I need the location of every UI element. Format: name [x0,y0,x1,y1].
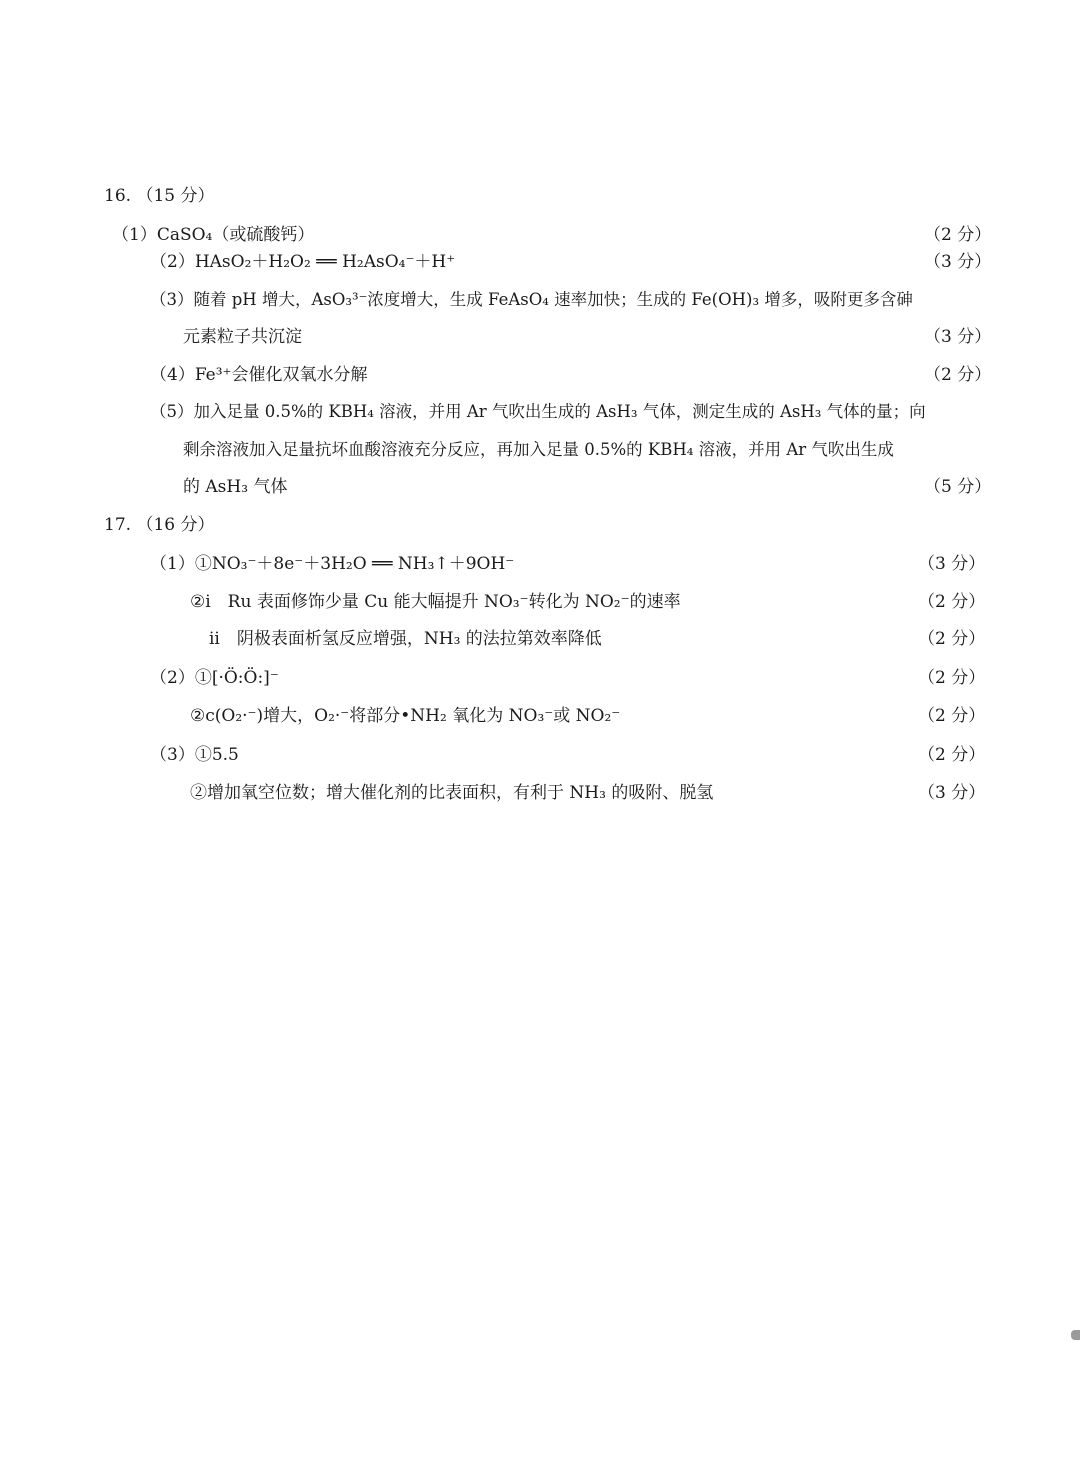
q17-part1-sub2-ii-score: （2 分） [918,629,986,649]
q16-part5-line2: 剩余溶液加入足量抗坏血酸溶液充分反应，再加入足量 0.5%的 KBH₄ 溶液，并用 Ar 气吹出生成 [183,440,894,459]
q16-part3-line2: 元素粒子共沉淀 [183,327,302,347]
q17-part3-sub1: （3）①5.5 [150,745,239,765]
q16-part4-score: （2 分） [924,365,992,385]
q17-part2-sub1-score: （2 分） [918,668,986,688]
q16-part3-score: （3 分） [924,327,992,347]
q16-part5-line3: 的 AsH₃ 气体 [183,477,288,497]
q17-part1-sub2-i: ②i Ru 表面修饰少量 Cu 能大幅提升 NO₃⁻转化为 NO₂⁻的速率 [190,592,681,612]
q16-part4: （4）Fe³⁺会催化双氧水分解 [150,365,368,385]
q17-part1-sub1-score: （3 分） [918,554,986,574]
q16-part2: （2）HAsO₂＋H₂O₂ ══ H₂AsO₄⁻＋H⁺ [150,252,456,272]
q16-part1-score: （2 分） [924,225,992,245]
q16-header: 16. （15 分） [104,186,215,206]
q16-part2-score: （3 分） [924,252,992,272]
q17-part2-sub1: （2）①[·Ö:Ö:]⁻ [150,668,279,688]
q17-part2-sub2-score: （2 分） [918,706,986,726]
q17-part1-sub2-ii: ii 阴极表面析氢反应增强，NH₃ 的法拉第效率降低 [209,629,602,649]
q17-header: 17. （16 分） [104,515,215,535]
q16-part3-line1: （3）随着 pH 增大，AsO₃³⁻浓度增大，生成 FeAsO₄ 速率加快；生成的 Fe(OH)₃ 增多，吸附更多含砷 [150,290,913,309]
page-edge-mark [1071,1330,1080,1340]
q17-part1-sub1: （1）①NO₃⁻＋8e⁻＋3H₂O ══ NH₃↑＋9OH⁻ [150,554,515,574]
q17-part3-sub2-score: （3 分） [918,783,986,803]
q17-part2-sub2: ②c(O₂·⁻)增大，O₂·⁻将部分•NH₂ 氧化为 NO₃⁻或 NO₂⁻ [190,706,621,726]
q16-part1: （1）CaSO₄（或硫酸钙） [112,225,315,245]
q17-part3-sub1-score: （2 分） [918,745,986,765]
q17-part1-sub2-i-score: （2 分） [918,592,986,612]
q16-part5-score: （5 分） [924,477,992,497]
q16-part5-line1: （5）加入足量 0.5%的 KBH₄ 溶液，并用 Ar 气吹出生成的 AsH₃ 气体，测定生成的 AsH₃ 气体的量；向 [150,402,926,421]
q17-part3-sub2: ②增加氧空位数；增大催化剂的比表面积，有利于 NH₃ 的吸附、脱氢 [190,783,714,803]
